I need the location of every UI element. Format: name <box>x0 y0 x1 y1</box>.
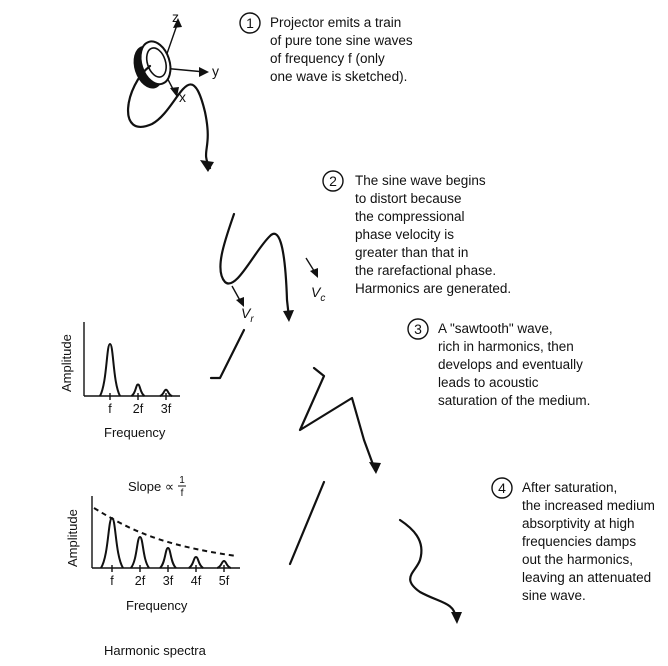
attenuated-wave-arrowhead <box>451 612 462 624</box>
step-3 <box>408 319 428 339</box>
y-axis-label: y <box>212 63 219 79</box>
projector-group <box>128 9 219 105</box>
slope-annotation <box>128 475 186 499</box>
step-1-text: Projector emits a train of pure tone sine waves of frequency f (only one wave is sketched). <box>270 15 413 84</box>
x-axis-label: x <box>179 89 186 105</box>
spectrum-bottom-tick-label-1: f <box>110 574 114 588</box>
step-4-text: After saturation, the increased medium absorptivity at high frequencies damps out the harmonics, leaving an attenuated sine wave. <box>522 480 655 603</box>
step-2 <box>323 171 343 191</box>
vr-label: $V_r$ <box>241 305 254 325</box>
spectrum-top-tick-label-3: 3f <box>160 402 172 416</box>
distorting-wave <box>220 214 289 318</box>
sawtooth-wave-arrowhead <box>369 462 381 474</box>
spectrum-top-tick-label-2: 2f <box>132 402 144 416</box>
vc-label: $V_c$ <box>311 284 326 304</box>
step-4-number: 4 <box>498 480 506 496</box>
spectrum-top-peaks <box>100 344 172 396</box>
step-2-text: The sine wave begins to distort because the compressional phase velocity is greater than that in the rarefactional phase. Harmonics are generated. <box>355 173 512 296</box>
spectrum-bottom-peak-2 <box>131 537 149 568</box>
spectrum-top-ylabel: Amplitude <box>59 334 74 392</box>
step-4 <box>492 478 512 498</box>
spectrum-bottom-tick-label-2: 2f <box>134 574 146 588</box>
spectrum-bottom-tick-label-4: 4f <box>190 574 202 588</box>
step-1-number: 1 <box>246 15 254 31</box>
step-2-number: 2 <box>329 173 337 189</box>
step-1 <box>240 13 260 33</box>
spectrum-bottom-tick-label-3: 3f <box>162 574 174 588</box>
slope-denominator: f <box>180 488 184 499</box>
step-3-number: 3 <box>414 321 422 337</box>
spectrum-bottom-ylabel: Amplitude <box>65 509 80 567</box>
step-3-text: A "sawtooth" wave, rich in harmonics, then develops and eventually leads to acoustic saturation of the medium. <box>438 321 591 408</box>
spectrum-bottom-peaks <box>101 518 231 568</box>
slope-label: Slope ∝ <box>128 479 175 494</box>
spectrum-top-tick-label-1: f <box>108 402 112 416</box>
sawtooth-wave-lower <box>290 482 324 564</box>
y-axis-arrowhead <box>199 67 209 77</box>
sawtooth-wave-upper <box>211 330 244 378</box>
spectrum-top-xlabel: Frequency <box>104 425 166 440</box>
spectrum-bottom-tick-label-5: 5f <box>218 574 230 588</box>
vc-arrowhead <box>310 268 318 278</box>
spectrum-top-peak-1 <box>100 344 120 396</box>
spectrum-top <box>59 322 180 440</box>
attenuated-sine-wave <box>400 520 456 618</box>
distorting-wave-arrowhead <box>283 310 294 322</box>
spectrum-bottom <box>65 496 240 613</box>
z-axis-label: z <box>172 9 179 25</box>
initial-wave-arrowhead <box>200 160 214 172</box>
spectrum-bottom-xlabel: Frequency <box>126 598 188 613</box>
figure-caption: Harmonic spectra <box>104 643 206 658</box>
spectrum-bottom-peak-1 <box>101 518 123 568</box>
sawtooth-wave-main <box>300 368 375 470</box>
slope-numerator: 1 <box>179 475 185 486</box>
